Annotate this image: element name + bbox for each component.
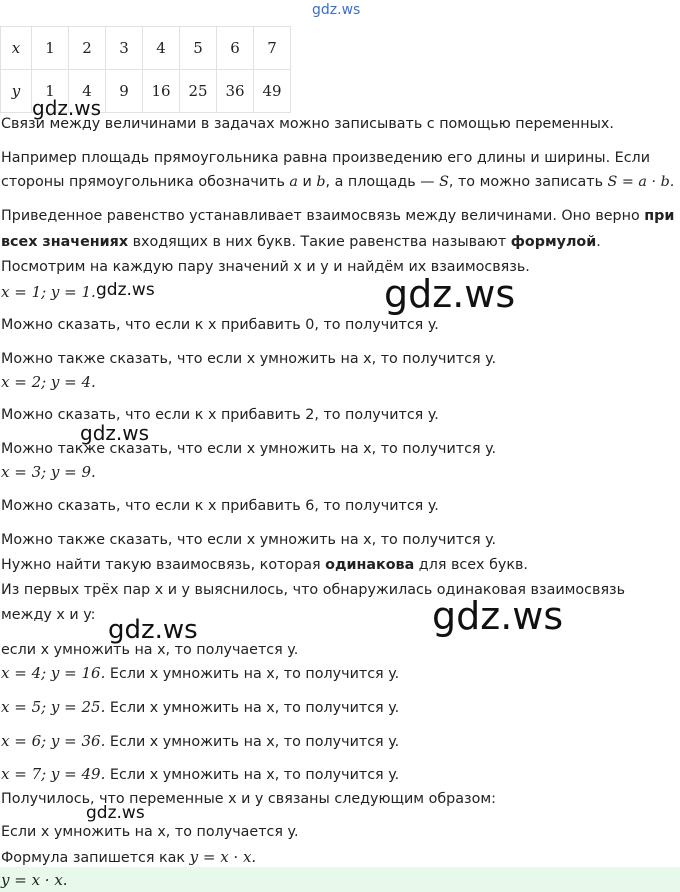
paragraph: Можно сказать, что если к x прибавить 6, то получится y. (1, 498, 439, 514)
paragraph: Посмотрим на каждую пару значений x и y и найдём их взаимосвязь. (1, 259, 530, 275)
paragraph: Из первых трёх пар x и y выяснилось, что обнаружилась одинаковая взаимосвязь (1, 582, 626, 598)
table-header-y: y (1, 70, 32, 113)
text-span: , то можно записать (448, 174, 608, 190)
watermark: gdz.ws (80, 421, 150, 445)
text-span: Формула запишется как (1, 850, 190, 866)
paragraph: между x и y: (1, 607, 96, 623)
paragraph (1, 555, 528, 575)
text-span: Приведенное равенство устанавливает взаимосвязь между величинами. Оно верно (1, 208, 645, 224)
table-cell: 25 (180, 70, 217, 113)
formula-line (1, 663, 399, 684)
paragraph: Связи между величинами в задачах можно записывать с помощью переменных. (1, 116, 614, 132)
table-cell: 1 (32, 70, 69, 113)
formula-line (1, 697, 399, 718)
paragraph (1, 206, 674, 226)
formula-line (1, 731, 399, 752)
paragraph: Можно сказать, что если к x прибавить 0, то получится y. (1, 317, 439, 333)
watermark-large: gdz.ws (432, 594, 564, 638)
watermark: gdz.ws (96, 280, 155, 300)
watermark-large: gdz.ws (384, 272, 516, 316)
table-cell: 9 (106, 70, 143, 113)
text-span: стороны прямоугольника обозначить (1, 174, 290, 190)
formula-line: x = 3; y = 9. (1, 463, 96, 481)
formula-line (1, 764, 399, 785)
text-span: Если x умножить на x, то получится y. (109, 666, 400, 682)
paragraph (1, 172, 674, 192)
table-cell: 4 (143, 27, 180, 70)
table-cell: 4 (69, 70, 106, 113)
text-span: Нужно найти такую взаимосвязь, которая (1, 557, 326, 573)
table-cell: 36 (217, 70, 254, 113)
table-cell: 7 (254, 27, 291, 70)
text-span: Если x умножить на x, то получится y. (109, 734, 400, 750)
paragraph: Можно также сказать, что если x умножить на x, то получится y. (1, 351, 497, 367)
final-formula: y = x · x. (1, 871, 68, 889)
table-cell: 16 (143, 70, 180, 113)
paragraph: если x умножить на x, то получается y. (1, 642, 299, 658)
text-span: . (596, 234, 601, 250)
table-cell: 3 (106, 27, 143, 70)
math-formula: x = 6; y = 36. (1, 732, 106, 750)
table-cell: 6 (217, 27, 254, 70)
paragraph: Можно также сказать, что если x умножить на x, то получится y. (1, 532, 497, 548)
bold-text: всех значениях (1, 234, 129, 250)
paragraph (1, 232, 601, 252)
math-var: S (439, 174, 449, 190)
text-span: Если x умножить на x, то получится y. (109, 700, 400, 716)
text-span: для всех букв. (414, 557, 528, 573)
paragraph: Можно сказать, что если к x прибавить 2, то получится y. (1, 407, 439, 423)
paragraph: Получилось, что переменные x и y связаны следующим образом: (1, 791, 496, 807)
math-var: b (316, 174, 326, 190)
math-formula: S = a · b. (607, 174, 675, 190)
text-span: входящих в них букв. Такие равенства называют (128, 234, 511, 250)
watermark: gdz.ws (86, 803, 145, 823)
table-cell: 49 (254, 70, 291, 113)
table-header-x: x (1, 27, 32, 70)
paragraph: Можно также сказать, что если x умножить на x, то получится y. (1, 441, 497, 457)
text-span: Если x умножить на x, то получится y. (109, 767, 400, 783)
bold-text: одинакова (325, 557, 415, 573)
math-formula: x = 4; y = 16. (1, 664, 106, 682)
paragraph (1, 847, 256, 868)
table-row-x (1, 27, 291, 70)
formula-line: x = 1; y = 1. (1, 283, 96, 301)
math-formula: x = 7; y = 49. (1, 765, 106, 783)
answer-highlight (0, 867, 680, 892)
table-cell: 1 (32, 27, 69, 70)
table-cell: 2 (69, 27, 106, 70)
text-span: и (297, 174, 317, 190)
table-cell: 5 (180, 27, 217, 70)
bold-text: формулой (510, 234, 597, 250)
math-formula: y = x · x. (189, 848, 257, 866)
watermark: gdz.ws (108, 615, 198, 645)
paragraph: Если x умножить на x, то получается y. (1, 824, 299, 840)
watermark: gdz.ws (32, 96, 102, 120)
math-formula: x = 5; y = 25. (1, 698, 106, 716)
formula-line: x = 2; y = 4. (1, 373, 96, 391)
bold-text: при (644, 208, 675, 224)
paragraph: Например площадь прямоугольника равна произведению его длины и ширины. Если (1, 150, 650, 166)
text-span: , а площадь — (325, 174, 440, 190)
math-var: a (289, 174, 298, 190)
top-watermark: gdz.ws (312, 2, 361, 18)
